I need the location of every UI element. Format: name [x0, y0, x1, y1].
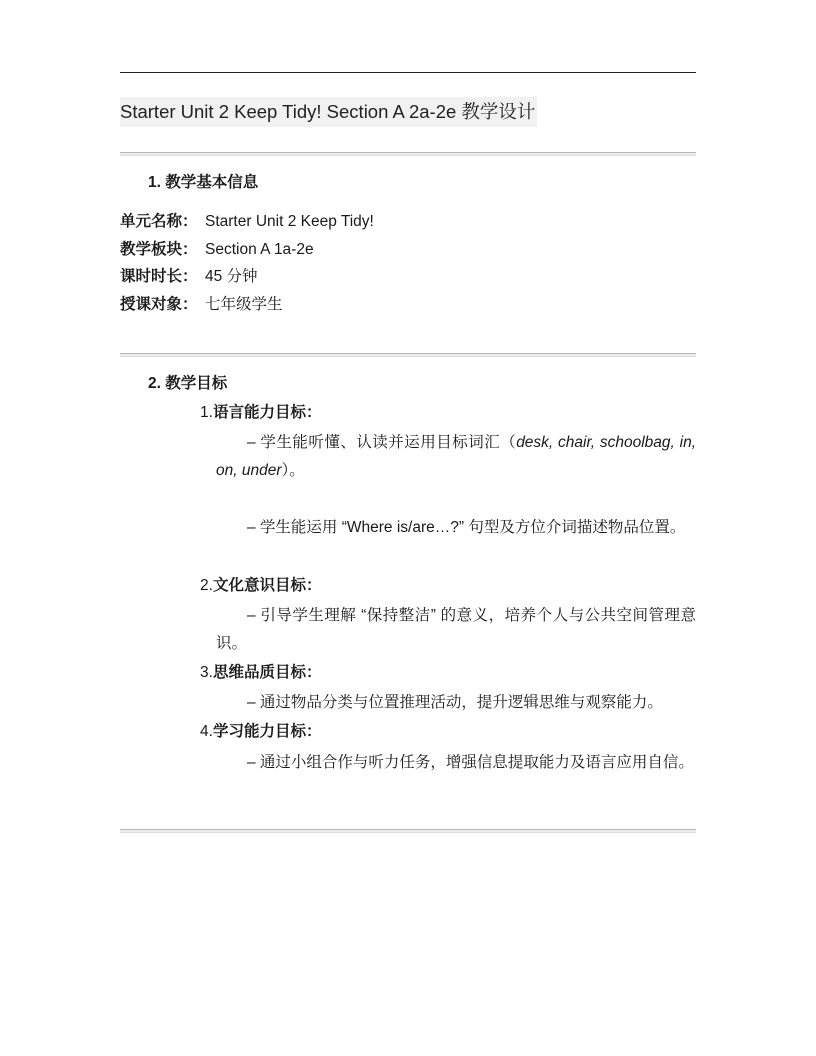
goal-1-heading — [200, 403, 321, 423]
goal-1-number: 1. — [200, 404, 213, 421]
info-value-duration: 45 分钟 — [205, 268, 258, 285]
goal-2-number: 2. — [200, 577, 213, 594]
info-value-module: Section A 1a-2e — [205, 241, 314, 258]
goal-3-item-1: – 通过物品分类与位置推理活动，提升逻辑思维与观察能力。 — [247, 694, 663, 711]
section1-number: 1. — [148, 174, 161, 191]
goal-3-number: 3. — [200, 664, 213, 681]
goal-4-number: 4. — [200, 723, 213, 740]
goal-4-label: 学习能力目标： — [212, 723, 322, 740]
top-rule — [120, 72, 696, 73]
section1-heading — [148, 173, 258, 193]
goal-1-item-1-suffix: ）。 — [281, 462, 305, 479]
goal-1-item-1 — [216, 429, 696, 485]
info-key-module: 教学板块： — [120, 241, 198, 258]
section2-number: 2. — [148, 375, 161, 392]
section2-heading — [148, 374, 227, 394]
goal-4-heading — [200, 722, 321, 742]
document-title: Starter Unit 2 Keep Tidy! Section A 2a-2e 教学设计 — [120, 97, 537, 127]
info-key-duration: 课时时长： — [120, 268, 198, 285]
goal-1-item-1-prefix: – 学生能听懂、认读并运用目标词汇（ — [247, 434, 517, 451]
divider-3 — [120, 829, 696, 833]
goal-2-item-1: – 引导学生理解 “保持整洁” 的意义，培养个人与公共空间管理意识。 — [216, 607, 696, 652]
section1-title: 教学基本信息 — [165, 174, 259, 191]
info-value-unit: Starter Unit 2 Keep Tidy! — [205, 213, 374, 230]
goal-1-item-2: – 学生能运用 “Where is/are…?” 句型及方位介词描述物品位置。 — [247, 519, 686, 536]
goal-2-label: 文化意识目标： — [212, 577, 322, 594]
info-key-audience: 授课对象： — [120, 296, 198, 313]
goal-3-label: 思维品质目标： — [212, 664, 322, 681]
goal-3-heading — [200, 663, 321, 683]
info-value-audience: 七年级学生 — [205, 296, 283, 313]
goal-1-label: 语言能力目标： — [212, 404, 322, 421]
goal-1-item-1-vocabulary: desk, chair, schoolbag, in, on, under — [216, 434, 696, 479]
info-key-unit: 单元名称： — [120, 213, 198, 230]
divider-1 — [120, 152, 696, 156]
goal-2-heading — [200, 576, 321, 596]
goal-4-item-1: – 通过小组合作与听力任务，增强信息提取能力及语言应用自信。 — [247, 754, 694, 771]
section2-title: 教学目标 — [165, 375, 228, 392]
divider-2 — [120, 353, 696, 357]
